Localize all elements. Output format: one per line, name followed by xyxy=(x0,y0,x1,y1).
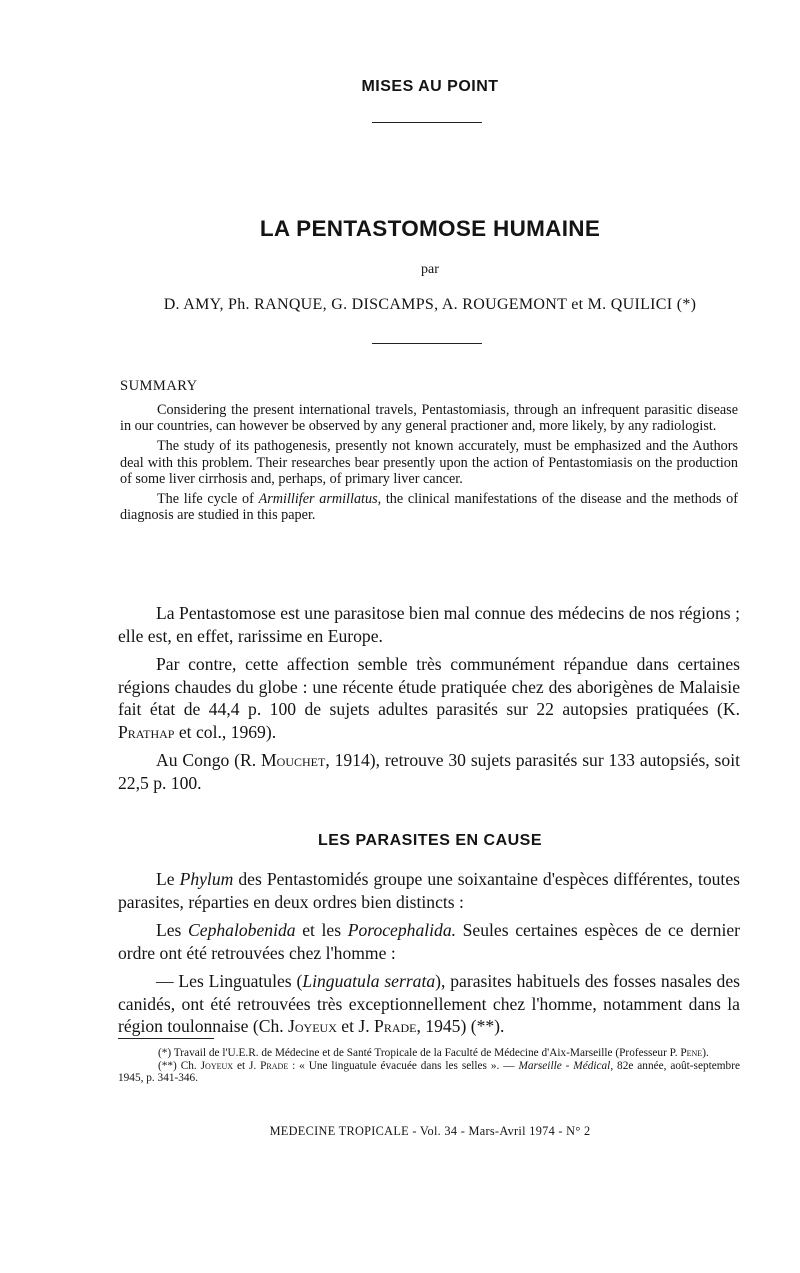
text-run: The life cycle of xyxy=(157,491,259,508)
divider-rule xyxy=(372,122,482,123)
text-run: Les xyxy=(156,920,189,940)
summary-paragraph xyxy=(120,491,738,523)
text-run: ). xyxy=(702,1047,709,1059)
text-run: the clinical manifestations of the disease and the methods of diagnosis are studied in this paper. xyxy=(120,491,738,524)
author-name: Mouchet xyxy=(261,750,326,770)
text-run: Par contre, cette affection semble très communément répandue dans certaines régions chaudes du globe : une récente étude pratiquée chez des aborigènes de Malaisie fait état de 44,4 p. 100 de sujets adultes parasités sur 22 autopsies pratiquées (K. xyxy=(118,654,740,719)
journal-footer: MEDECINE TROPICALE - Vol. 34 - Mars-Avril 1974 - N° 2 xyxy=(269,1124,591,1138)
body-paragraph xyxy=(118,653,740,743)
text-run: et J. xyxy=(336,1016,375,1036)
text-run: Au Congo (R. xyxy=(156,750,262,770)
author-name: Joyeux xyxy=(288,1016,337,1036)
footnote xyxy=(118,1047,740,1060)
text-run: (**) Ch. xyxy=(158,1059,201,1072)
divider-rule xyxy=(372,343,482,344)
by-line: par xyxy=(421,262,439,277)
section-text xyxy=(118,868,740,1044)
taxon-name: Phylum xyxy=(179,869,234,889)
section-label: MISES AU POINT xyxy=(361,78,499,95)
taxon-name: Porocephalida. xyxy=(347,920,457,940)
species-name: Armillifer armillatus, xyxy=(258,491,382,508)
text-run: et les xyxy=(295,920,348,940)
taxon-name: Cephalobenida xyxy=(188,920,296,940)
body-paragraph: La Pentastomose est une parasitose bien mal connue des médecins de nos régions ; elle est, en effet, rarissime en Europe. xyxy=(118,603,740,646)
text-run: : « Une linguatule évacuée dans les selles ». — xyxy=(288,1059,519,1072)
article-title: LA PENTASTOMOSE HUMAINE xyxy=(259,216,601,241)
text-run: ), parasites habituels des fosses nasales des canidés, ont été retrouvées très exceptionnellement chez l'homme, notamment dans la région toulonnaise (Ch. xyxy=(118,971,740,1036)
body-paragraph xyxy=(118,868,740,913)
author-name: Prade xyxy=(374,1016,417,1036)
text-run: (*) Travail de l'U.E.R. de Médecine et de Santé Tropicale de la Faculté de Médecine d'Aix-Marseille (Professeur P. xyxy=(158,1047,681,1059)
intro-text xyxy=(118,602,740,800)
text-run: , 1945) (**). xyxy=(416,1016,505,1036)
body-paragraph xyxy=(118,749,740,794)
text-run: , 1914), retrouve 30 sujets parasités sur 133 autopsiés, soit 22,5 p. 100. xyxy=(118,750,740,793)
footnotes xyxy=(118,1047,740,1085)
text-run: 82e année, août-septembre 1945, p. 341-346. xyxy=(118,1059,740,1085)
body-paragraph xyxy=(118,970,740,1038)
section-heading: LES PARASITES EN CAUSE xyxy=(317,832,543,849)
summary-heading: SUMMARY xyxy=(120,378,198,394)
text-run: Le xyxy=(156,869,180,889)
body-paragraph xyxy=(118,919,740,964)
journal-name: Marseille - Médical, xyxy=(518,1059,614,1072)
summary-block xyxy=(120,402,738,527)
text-run: des Pentastomidés groupe une soixantaine d'espèces différentes, toutes parasites, réparties en deux ordres bien distincts : xyxy=(118,869,740,912)
footnote-separator xyxy=(118,1038,214,1039)
author-name: Joyeux xyxy=(200,1059,234,1072)
footnote xyxy=(118,1060,740,1085)
author-name: Prade xyxy=(260,1059,289,1072)
summary-paragraph: The study of its pathogenesis, presently not known accurately, must be emphasized and the Authors deal with this problem. Their researches bear presently upon the action of Pentastomiasis on the production of some liver cirrhosis and, perhaps, of primary liver cancer. xyxy=(120,438,738,487)
summary-paragraph: Considering the present international travels, Pentastomiasis, through an infrequent parasitic disease in our countries, can however be observed by any general practioner and, more likely, by any radiologist. xyxy=(120,402,738,435)
author-list: D. AMY, Ph. RANQUE, G. DISCAMPS, A. ROUGEMONT et M. QUILICI (*) xyxy=(163,296,697,313)
text-run: et col., 1969). xyxy=(174,721,277,742)
species-name: Linguatula serrata xyxy=(302,971,436,991)
author-name: Prathap xyxy=(118,721,175,742)
author-name: Pene xyxy=(680,1047,703,1059)
text-run: — Les Linguatules ( xyxy=(156,971,303,991)
text-run: Seules certaines espèces de ce dernier ordre ont été retrouvées chez l'homme : xyxy=(118,920,741,963)
text-run: et J. xyxy=(233,1059,261,1072)
